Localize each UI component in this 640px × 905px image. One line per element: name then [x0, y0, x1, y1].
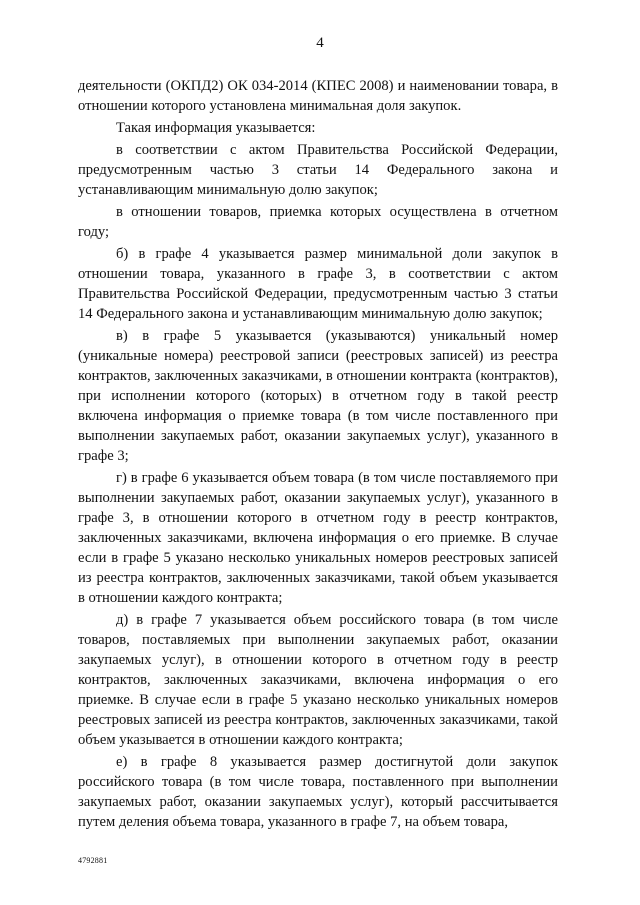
document-code: 4792881 — [78, 856, 108, 865]
paragraph-per-government-act: в соответствии с актом Правительства Российской Федерации, предусмотренным частью 3 статьи 14 Федерального закона и устанавливающим минимальную долю закупок; — [78, 142, 558, 198]
paragraph-column-5: в) в графе 5 указывается (указываются) уникальный номер (уникальные номера) реестровой записи (реестровых записей) из реестра контрактов, заключенных заказчиками, в отношении контракта (контрактов), при исполнении которого (которых) в отчетном году в такой реестр включена информация о приемке товара (в том числе поставленного при выполнении закупаемых работ, оказании закупаемых услуг), указанного в графе 3; — [78, 328, 558, 464]
paragraph-column-7: д) в графе 7 указывается объем российского товара (в том числе товаров, поставляемых при выполнении закупаемых работ, оказании закупаемых услуг), в отношении которого в отчетном году в реестр контрактов, заключенных заказчиками, включена информация о его приемке. В случае если в графе 5 указано несколько уникальных номеров реестровых записей из реестра контрактов, заключенных заказчиками, такой объем указывается в отношении каждого контракта; — [78, 612, 558, 748]
paragraph-accepted-goods: в отношении товаров, приемка которых осуществлена в отчетном году; — [78, 204, 558, 240]
paragraph-column-4: б) в графе 4 указывается размер минимальной доли закупок в отношении товара, указанного в графе 3, в соответствии с актом Правительства Российской Федерации, предусмотренным частью 3 статьи 14 Федерального закона и устанавливающим минимальную долю закупок; — [78, 246, 558, 322]
paragraph-okpd-continuation: деятельности (ОКПД2) ОК 034-2014 (КПЕС 2008) и наименовании товара, в отношении которого установлена минимальная доля закупок. — [78, 78, 558, 114]
paragraph-column-6: г) в графе 6 указывается объем товара (в том числе поставляемого при выполнении закупаемых работ, оказании закупаемых услуг), указанного в графе 3, в отношении которого в отчетном году в реестр контрактов, заключенных заказчиками, включена информация о его приемке. В случае если в графе 5 указано несколько уникальных номеров реестровых записей из реестра контрактов, заключенных заказчиками, такой объем указывается в отношении каждого контракта; — [78, 470, 558, 606]
paragraph-column-8: е) в графе 8 указывается размер достигнутой доли закупок российского товара (в том числе товара, поставленного при выполнении закупаемых работ, оказании закупаемых услуг), который рассчитывается путем деления объема товара, указанного в графе 7, на объем товара, — [78, 754, 558, 830]
document-body — [78, 76, 558, 832]
page-number: 4 — [316, 35, 324, 51]
paragraph-info-intro: Такая информация указывается: — [116, 120, 316, 136]
